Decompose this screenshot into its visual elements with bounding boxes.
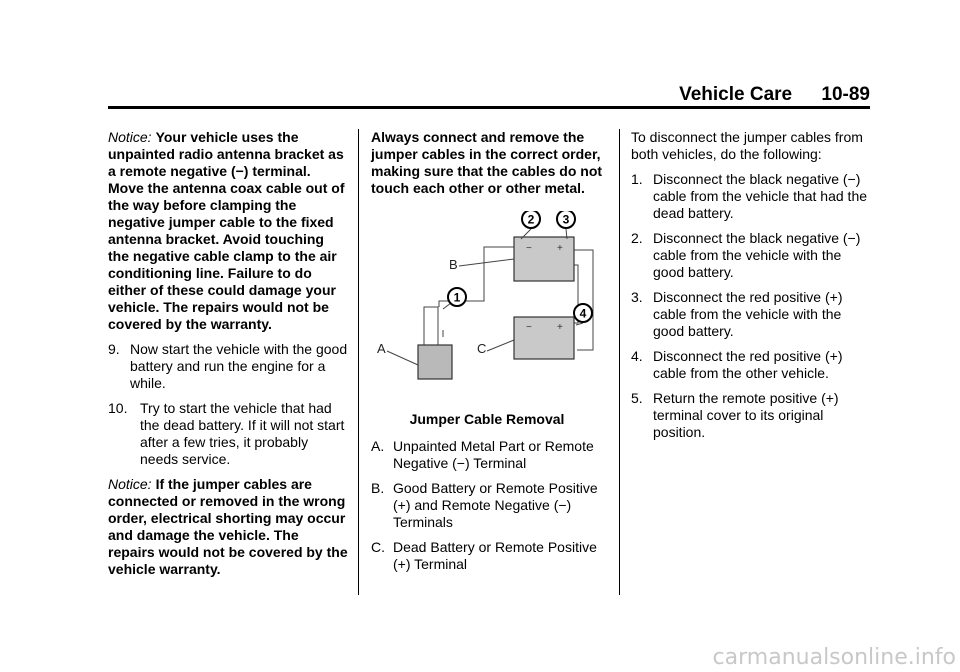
metal-part [418,345,452,379]
legend-a [371,438,603,472]
diagram-letter-a: A [377,341,386,356]
page-number: 10-89 [821,84,870,105]
legend-text: Dead Battery or Remote Positive (+) Terminal [393,539,597,572]
column-divider-2 [619,129,620,595]
letter-leader-c [487,340,514,351]
column-divider-1 [358,129,359,595]
legend-c [371,539,603,573]
column-3 [631,129,871,449]
header-rule [108,106,870,109]
step-number: 2. [631,230,643,246]
step-number: 9. [108,341,120,357]
disconnect-step-2 [631,230,871,281]
good-battery-plus: + [557,243,563,254]
legend-b [371,480,603,531]
diagram-letter-b: B [449,257,458,272]
jumper-cable-diagram [371,211,603,401]
notice-2 [108,476,348,578]
legend-text: Good Battery or Remote Positive (+) and Remote Negative (−) Terminals [393,480,598,530]
step-number: 3. [631,289,643,305]
step-text: Disconnect the black negative (−) cable from the vehicle with the good battery. [653,230,861,280]
callout-number-1: 1 [453,290,461,305]
watermark: carmanualsonline.info [712,645,956,670]
dead-battery-plus: + [557,322,563,333]
disconnect-step-5 [631,390,871,441]
step-number: 4. [631,348,643,364]
legend-letter: B. [371,480,385,496]
step-text: Disconnect the red positive (+) cable from the vehicle with the good battery. [653,289,843,339]
column-1 [108,129,348,586]
step-number: 5. [631,390,643,406]
step-text: Try to start the vehicle that had the dead battery. If it will not start after a few tries, it probably needs service. [140,400,345,467]
step-text: Now start the vehicle with the good battery and run the engine for a while. [130,341,348,391]
section-title: Vehicle Care [679,84,793,105]
good-battery-minus: − [526,243,532,254]
callout-number-2: 2 [527,212,535,227]
good-battery [514,237,574,281]
figure-caption: Jumper Cable Removal [409,411,565,427]
notice-2-label: Notice: [108,476,152,492]
diagram-letter-c: C [477,341,487,356]
notice-2-text: If the jumper cables are connected or removed in the wrong order, electrical shorting may occur and damage the vehicle. The repairs would not be covered by the vehicle warranty. [108,476,348,577]
step-number: 10. [108,400,128,416]
letter-leader-b [459,259,514,266]
step-text: Disconnect the red positive (+) cable from the other vehicle. [653,348,843,381]
legend-letter: C. [371,539,385,555]
step-text: Return the remote positive (+) terminal cover to its original position. [653,390,839,440]
disconnect-step-4 [631,348,871,382]
notice-1 [108,129,348,333]
column-2 [371,129,603,581]
callout-number-3: 3 [562,212,570,227]
callout-number-4: 4 [579,306,587,321]
step-9 [108,341,348,392]
notice-1-text: Your vehicle uses the unpainted radio antenna bracket as a remote negative (−) terminal. Move the antenna coax cable out of the way before clamping the negative jumper cable to the fixed antenna bracket. Avoid touching the negative cable clamp to the air conditioning line. Failure to do either of these could damage your vehicle. The repairs would not be covered by the warranty. [108,129,345,332]
step-text: Disconnect the black negative (−) cable from the vehicle that had the dead battery. [653,171,868,221]
dead-battery [514,317,574,359]
legend-text: Unpainted Metal Part or Remote Negative (−) Terminal [393,438,594,471]
dead-battery-minus: − [526,322,532,333]
step-10 [108,400,348,468]
order-warning: Always connect and remove the jumper cables in the correct order, making sure that the cables do not touch each other or other metal. [371,129,603,196]
notice-1-label: Notice: [108,129,152,145]
disconnect-step-3 [631,289,871,340]
legend-letter: A. [371,438,385,454]
disconnect-intro: To disconnect the jumper cables from both vehicles, do the following: [631,129,863,162]
step-number: 1. [631,171,643,187]
letter-leader-a [387,351,418,365]
disconnect-step-1 [631,171,871,222]
page-header [0,84,870,106]
